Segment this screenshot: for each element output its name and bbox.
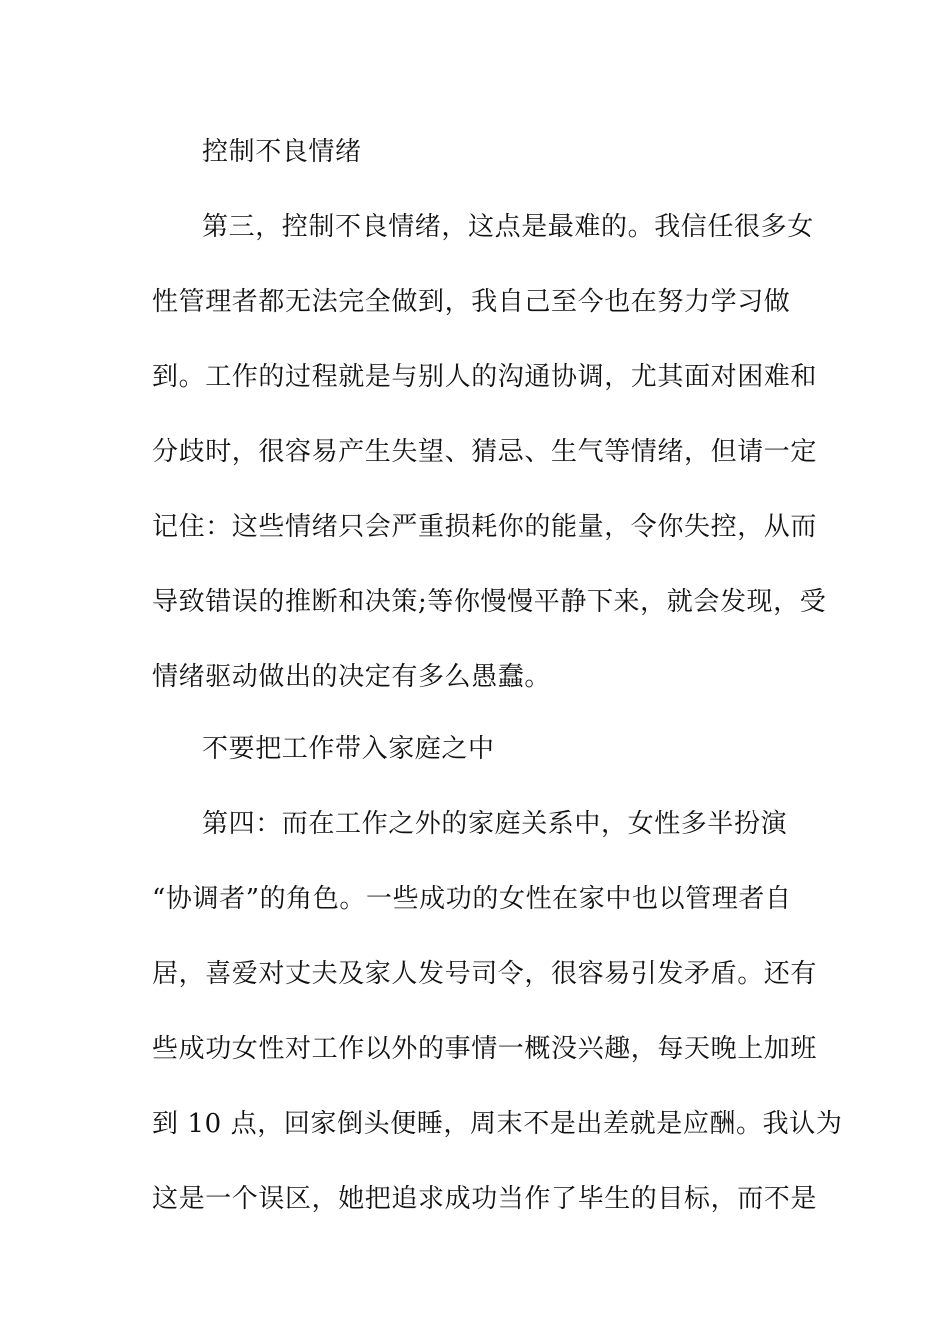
paragraph-line: “协调者”的角色。一些成功的女性在家中也以管理者自 <box>152 884 792 914</box>
paragraph-line: 情绪驱动做出的决定有多么愚蠢。 <box>152 662 552 692</box>
paragraph-line: 第三，控制不良情绪，这点是最难的。我信任很多女 <box>202 212 814 242</box>
paragraph-line: 性管理者都无法完全做到，我自己至今也在努力学习做 <box>152 287 791 317</box>
paragraph-line: 记住：这些情绪只会严重损耗你的能量，令你失控，从而 <box>152 512 818 542</box>
paragraph-line: 导致错误的推断和决策;等你慢慢平静下来，就会发现，受 <box>152 587 827 617</box>
paragraph-line: 些成功女性对工作以外的事情一概没兴趣，每天晚上加班 <box>152 1034 818 1064</box>
heading-control-bad-emotions: 控制不良情绪 <box>202 137 362 167</box>
paragraph-line: 分歧时，很容易产生失望、猜忌、生气等情绪，但请一定 <box>152 437 818 467</box>
paragraph-line: 到。工作的过程就是与别人的沟通协调，尤其面对困难和 <box>152 362 818 392</box>
paragraph-line: 第四：而在工作之外的家庭关系中，女性多半扮演 <box>202 809 788 839</box>
heading-keep-work-out-of-family: 不要把工作带入家庭之中 <box>202 734 495 764</box>
paragraph-line: 居，喜爱对丈夫及家人发号司令，很容易引发矛盾。还有 <box>152 959 818 989</box>
paragraph-line: 这是一个误区，她把追求成功当作了毕生的目标，而不是 <box>152 1184 818 1214</box>
paragraph-line: 到 10 点，回家倒头便睡，周末不是出差就是应酬。我认为 <box>152 1109 843 1139</box>
